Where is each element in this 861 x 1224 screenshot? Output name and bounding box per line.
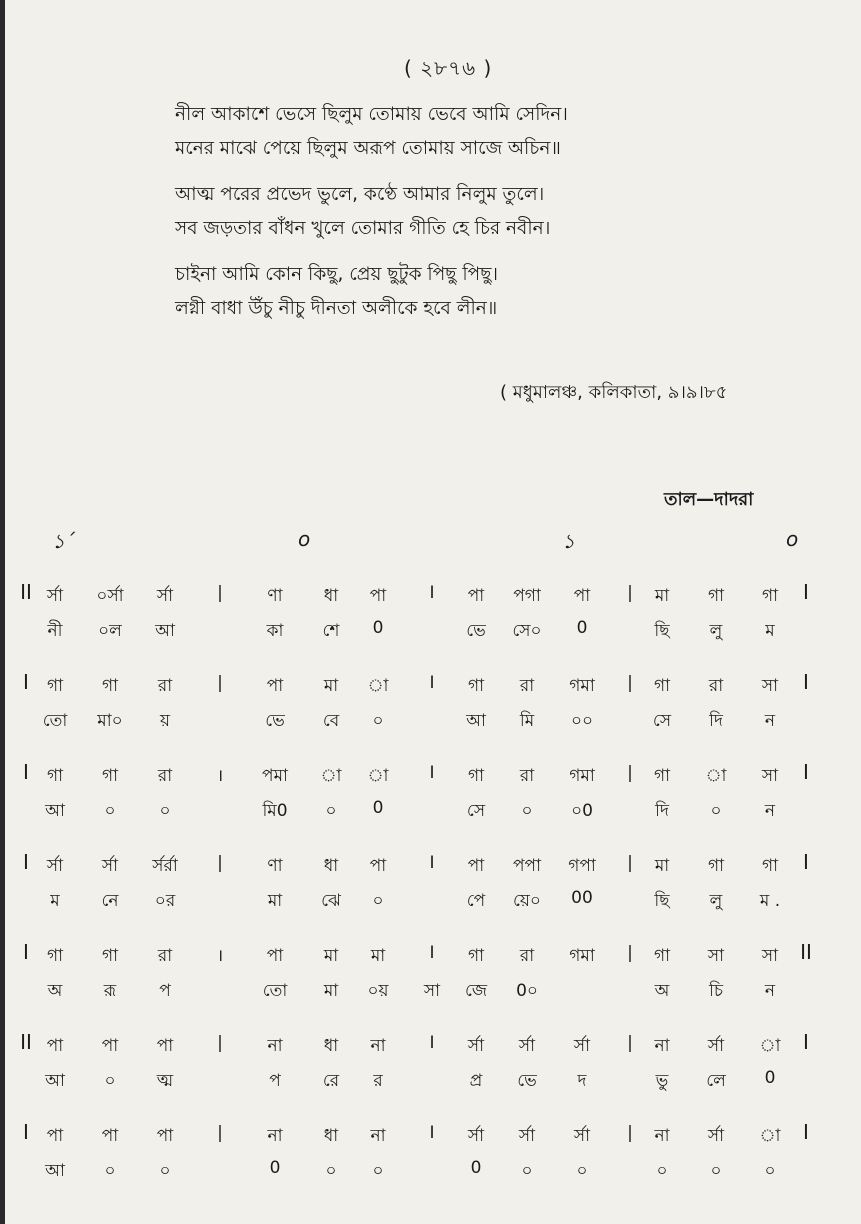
swara-note: গা bbox=[653, 676, 671, 696]
swara-note: া bbox=[367, 766, 389, 786]
swara-note: সা bbox=[761, 676, 779, 696]
song-number: ( ২৮৭৬ ) bbox=[404, 56, 493, 80]
swara-note: র্সা bbox=[573, 1036, 591, 1056]
swara-note: গমা bbox=[569, 946, 595, 966]
swara-note: পা bbox=[101, 1036, 119, 1056]
swara-note: র্সা bbox=[101, 856, 119, 876]
bar-line: I bbox=[803, 670, 809, 694]
swara-note: না bbox=[267, 1126, 283, 1146]
lyric-syllable: ০র bbox=[154, 891, 176, 911]
swara-note: া bbox=[759, 1126, 781, 1146]
beat-mark: o bbox=[298, 527, 311, 551]
lyric-syllable: আ bbox=[466, 711, 486, 731]
lyric-syllable: মা০ bbox=[97, 711, 123, 731]
swara-note: মা bbox=[654, 856, 670, 876]
swara-note: পা bbox=[573, 586, 591, 606]
swara-note: গা bbox=[101, 766, 119, 786]
swara-note: র্সর্রা bbox=[152, 856, 178, 876]
swara-note: সা bbox=[761, 766, 779, 786]
lyric-syllable: ০ bbox=[159, 1161, 171, 1181]
lyric-syllable: ন bbox=[764, 981, 776, 1001]
lyric-syllable: জে bbox=[464, 981, 488, 1001]
bar-line: I bbox=[803, 760, 809, 784]
bar-line: | bbox=[217, 673, 223, 693]
lyric-syllable: মা bbox=[267, 891, 283, 911]
lyric-syllable: নী bbox=[47, 621, 63, 641]
bar-line: I bbox=[429, 583, 435, 603]
swara-note: র্সা bbox=[707, 1036, 725, 1056]
swara-note: গা bbox=[46, 766, 64, 786]
bar-line: । bbox=[216, 946, 224, 966]
notation-row bbox=[0, 745, 861, 835]
bar-line: I bbox=[429, 1123, 435, 1143]
lyric-syllable: ত্ম bbox=[156, 1071, 174, 1091]
lyric-syllable: সে০ bbox=[512, 621, 542, 641]
swara-note: র্সা bbox=[707, 1126, 725, 1146]
bar-line: | bbox=[217, 1123, 223, 1143]
lyric-syllable: মি0 bbox=[262, 801, 288, 821]
swara-note: পা bbox=[266, 676, 284, 696]
swara-note: পা bbox=[369, 856, 387, 876]
bar-line: | bbox=[627, 1123, 633, 1143]
swara-note: পা bbox=[156, 1126, 174, 1146]
swara-note: না bbox=[370, 1126, 386, 1146]
swara-note: র্সা bbox=[156, 586, 174, 606]
lyric-line: লগ্নী বাধা উঁচু নীচু দীনতা অলীকে হবে লীন॥ bbox=[175, 298, 498, 319]
lyric-syllable: প্র bbox=[469, 1071, 483, 1091]
lyric-syllable: ভে bbox=[466, 621, 486, 641]
swara-note: পা bbox=[156, 1036, 174, 1056]
swara-note: গা bbox=[101, 676, 119, 696]
swara-note: গা bbox=[761, 856, 779, 876]
lyric-line: নীল আকাশে ভেসে ছিলুম তোমায় ভেবে আমি সেদিন। bbox=[175, 104, 568, 125]
swara-note: সা bbox=[761, 946, 779, 966]
lyric-syllable: দ bbox=[577, 1071, 587, 1091]
swara-note: পা bbox=[46, 1036, 64, 1056]
lyric-syllable: রে bbox=[322, 1071, 340, 1091]
lyric-syllable: শে bbox=[322, 621, 340, 641]
swara-note: না bbox=[654, 1126, 670, 1146]
swara-note: পমা bbox=[262, 766, 288, 786]
lyric-syllable: ন bbox=[764, 711, 776, 731]
lyric-syllable: ০0 bbox=[571, 801, 593, 821]
lyric-syllable: ন bbox=[764, 801, 776, 821]
notation-row bbox=[0, 835, 861, 925]
bar-line: I bbox=[429, 943, 435, 963]
bar-line: I bbox=[803, 1120, 809, 1144]
swara-note: পা bbox=[369, 586, 387, 606]
swara-note: গা bbox=[653, 766, 671, 786]
lyric-syllable: অ bbox=[654, 981, 670, 1001]
lyrics-block bbox=[175, 98, 815, 326]
lyric-syllable: 00 bbox=[571, 888, 593, 908]
swara-note: গা bbox=[101, 946, 119, 966]
bar-line: II bbox=[20, 580, 32, 604]
lyric-syllable: ০ bbox=[521, 801, 533, 821]
lyric-syllable: সা bbox=[423, 981, 441, 1001]
swara-note: রা bbox=[519, 946, 535, 966]
lyric-syllable: ০ল bbox=[98, 621, 122, 641]
swara-note: গা bbox=[467, 946, 485, 966]
swara-note: গমা bbox=[569, 766, 595, 786]
swara-note: র্সা bbox=[46, 586, 64, 606]
swara-note: ণা bbox=[267, 856, 283, 876]
swara-note: না bbox=[267, 1036, 283, 1056]
notation-row bbox=[0, 1105, 861, 1195]
lyric-syllable: লে bbox=[706, 1071, 726, 1091]
lyric-syllable: ০য় bbox=[367, 981, 389, 1001]
swara-note: গা bbox=[653, 946, 671, 966]
notation-row bbox=[0, 1015, 861, 1105]
swara-note: মা bbox=[654, 586, 670, 606]
lyric-syllable: ০০ bbox=[570, 711, 594, 731]
lyric-syllable: প bbox=[269, 1071, 281, 1091]
swara-note: র্সা bbox=[467, 1126, 485, 1146]
swara-note: গপা bbox=[568, 856, 596, 876]
lyric-syllable: ছি bbox=[654, 891, 670, 911]
swara-note: মা bbox=[323, 946, 339, 966]
lyric-syllable: 0 bbox=[269, 1158, 281, 1178]
bar-line: I bbox=[429, 763, 435, 783]
bar-line: I bbox=[803, 1030, 809, 1054]
lyric-syllable: আ bbox=[45, 1071, 65, 1091]
swara-note: র্সা bbox=[46, 856, 64, 876]
swara-note: পা bbox=[467, 586, 485, 606]
bar-line: । bbox=[216, 766, 224, 786]
swara-note: মা bbox=[323, 676, 339, 696]
lyric-syllable: রূ bbox=[103, 981, 117, 1001]
bar-line: I bbox=[23, 940, 29, 964]
swara-note: পা bbox=[266, 946, 284, 966]
lyric-syllable: মি bbox=[519, 711, 535, 731]
lyric-syllable: ০ bbox=[104, 801, 116, 821]
lyric-syllable: তো bbox=[42, 711, 68, 731]
notation-table bbox=[0, 565, 861, 1195]
lyric-syllable: দি bbox=[655, 801, 669, 821]
lyric-syllable: অ bbox=[47, 981, 63, 1001]
lyric-syllable: আ bbox=[155, 621, 175, 641]
lyric-syllable: ম bbox=[765, 621, 775, 641]
swara-note: র্সা bbox=[467, 1036, 485, 1056]
lyric-syllable: ০ bbox=[710, 801, 722, 821]
swara-note: ধা bbox=[323, 856, 339, 876]
lyric-syllable: ছি bbox=[654, 621, 670, 641]
swara-note: র্সা bbox=[518, 1036, 536, 1056]
lyric-syllable: দি bbox=[709, 711, 723, 731]
swara-note: পগা bbox=[513, 586, 541, 606]
swara-note: না bbox=[654, 1036, 670, 1056]
bar-line: I bbox=[429, 1033, 435, 1053]
lyric-syllable: ঝে bbox=[321, 891, 341, 911]
lyric-syllable: তো bbox=[262, 981, 288, 1001]
bar-line: I bbox=[803, 850, 809, 874]
swara-note: গা bbox=[707, 856, 725, 876]
lyric-syllable: ০ bbox=[521, 1161, 533, 1181]
bar-line: I bbox=[429, 853, 435, 873]
bar-line: | bbox=[627, 583, 633, 603]
lyric-syllable: ম . bbox=[759, 891, 781, 911]
lyric-line: আত্ম পরের প্রভেদ ভুলে, কণ্ঠে আমার নিলুম তুলে। bbox=[175, 184, 545, 205]
lyric-syllable: লু bbox=[709, 891, 723, 911]
lyric-line: মনের মাঝে পেয়ে ছিলুম অরূপ তোমায় সাজে অচিন॥ bbox=[175, 138, 561, 159]
swara-note: র্সা bbox=[573, 1126, 591, 1146]
lyric-syllable: ০ bbox=[372, 1161, 384, 1181]
swara-note: গা bbox=[467, 676, 485, 696]
lyric-syllable: ০ bbox=[159, 801, 171, 821]
lyric-syllable: ০ bbox=[372, 711, 384, 731]
lyric-syllable: প bbox=[159, 981, 171, 1001]
bar-line: II bbox=[20, 1030, 32, 1054]
bar-line: | bbox=[627, 943, 633, 963]
swara-note: গমা bbox=[569, 676, 595, 696]
bar-line: | bbox=[627, 853, 633, 873]
lyric-syllable: সে bbox=[652, 711, 672, 731]
swara-note: গা bbox=[46, 946, 64, 966]
swara-note: গা bbox=[761, 586, 779, 606]
lyric-syllable: কা bbox=[266, 621, 284, 641]
bar-line: | bbox=[627, 1033, 633, 1053]
lyric-syllable: ০ bbox=[372, 891, 384, 911]
swara-note: সা bbox=[707, 946, 725, 966]
lyric-syllable: 0 bbox=[372, 618, 384, 638]
swara-note: গা bbox=[707, 586, 725, 606]
lyric-syllable: চি bbox=[708, 981, 724, 1001]
bar-line: I bbox=[23, 670, 29, 694]
lyric-syllable: ০ bbox=[764, 1161, 776, 1181]
composition-credit: ( মধুমালঞ্চ, কলিকাতা, ৯।৯।৮৫ bbox=[500, 382, 728, 403]
lyric-syllable: ০ bbox=[325, 801, 337, 821]
lyric-syllable: ০ bbox=[656, 1161, 668, 1181]
swara-note: না bbox=[370, 1036, 386, 1056]
swara-note: রা bbox=[708, 676, 724, 696]
bar-line: I bbox=[803, 580, 809, 604]
swara-note: মা bbox=[370, 946, 386, 966]
lyric-syllable: ম bbox=[50, 891, 60, 911]
swara-note: রা bbox=[157, 946, 173, 966]
lyric-syllable: লু bbox=[709, 621, 723, 641]
bar-line: I bbox=[429, 673, 435, 693]
swara-note: রা bbox=[519, 676, 535, 696]
bar-line: II bbox=[800, 940, 812, 964]
bar-line: I bbox=[23, 760, 29, 784]
notation-row bbox=[0, 565, 861, 655]
swara-note: রা bbox=[157, 676, 173, 696]
lyric-line: সব জড়তার বাঁধন খুলে তোমার গীতি হে চির নবীন। bbox=[175, 218, 551, 239]
bar-line: | bbox=[627, 673, 633, 693]
swara-note: পা bbox=[46, 1126, 64, 1146]
lyric-line: চাইনা আমি কোন কিছু, প্রেয় ছুটুক পিছু পিছু। bbox=[175, 264, 499, 285]
swara-note: ০র্সা bbox=[96, 586, 124, 606]
beat-mark: ১ bbox=[562, 529, 575, 553]
swara-note: পা bbox=[467, 856, 485, 876]
swara-note: পপা bbox=[512, 856, 542, 876]
swara-note: া bbox=[759, 1036, 781, 1056]
lyric-syllable: ০ bbox=[325, 1161, 337, 1181]
bar-line: | bbox=[217, 583, 223, 603]
lyric-syllable: বে bbox=[322, 711, 340, 731]
swara-note: ধা bbox=[323, 1036, 339, 1056]
lyric-syllable: য় bbox=[159, 711, 171, 731]
lyric-syllable: পে bbox=[466, 891, 486, 911]
lyric-syllable: নে bbox=[101, 891, 119, 911]
bar-line: I bbox=[23, 1120, 29, 1144]
swara-note: ণা bbox=[267, 586, 283, 606]
lyric-syllable: আ bbox=[45, 1161, 65, 1181]
swara-note: ধা bbox=[323, 1126, 339, 1146]
lyric-syllable: ০ bbox=[576, 1161, 588, 1181]
swara-note: া bbox=[705, 766, 727, 786]
lyric-syllable: ০ bbox=[104, 1161, 116, 1181]
lyric-syllable: ০ bbox=[104, 1071, 116, 1091]
swara-note: রা bbox=[157, 766, 173, 786]
swara-note: রা bbox=[519, 766, 535, 786]
lyric-syllable: মা bbox=[323, 981, 339, 1001]
lyric-syllable: ০ bbox=[710, 1161, 722, 1181]
swara-note: া bbox=[367, 676, 389, 696]
swara-note: ধা bbox=[323, 586, 339, 606]
bar-line: | bbox=[217, 1033, 223, 1053]
beat-mark: o bbox=[786, 527, 799, 551]
lyric-syllable: 0 bbox=[576, 618, 588, 638]
swara-note: র্সা bbox=[518, 1126, 536, 1146]
notation-row bbox=[0, 655, 861, 745]
lyric-syllable: 0 bbox=[372, 798, 384, 818]
lyric-syllable: আ bbox=[45, 801, 65, 821]
lyric-syllable: 0০ bbox=[516, 981, 538, 1001]
notation-row bbox=[0, 925, 861, 1015]
lyric-syllable: সে bbox=[466, 801, 486, 821]
lyric-syllable: য়ে০ bbox=[513, 891, 541, 911]
lyric-syllable: ভে bbox=[517, 1071, 537, 1091]
lyric-syllable: র bbox=[373, 1071, 383, 1091]
bar-line: | bbox=[627, 763, 633, 783]
lyric-syllable: 0 bbox=[470, 1158, 482, 1178]
bar-line: I bbox=[23, 850, 29, 874]
lyric-syllable: ভু bbox=[655, 1071, 669, 1091]
swara-note: গা bbox=[467, 766, 485, 786]
beat-mark: ১´ bbox=[52, 529, 75, 553]
tala-label: তাল—দাদরা bbox=[664, 489, 754, 510]
bar-line: | bbox=[217, 853, 223, 873]
swara-note: া bbox=[320, 766, 342, 786]
swara-note: গা bbox=[46, 676, 64, 696]
lyric-syllable: ভে bbox=[265, 711, 285, 731]
swara-note: পা bbox=[101, 1126, 119, 1146]
lyric-syllable: 0 bbox=[764, 1068, 776, 1088]
